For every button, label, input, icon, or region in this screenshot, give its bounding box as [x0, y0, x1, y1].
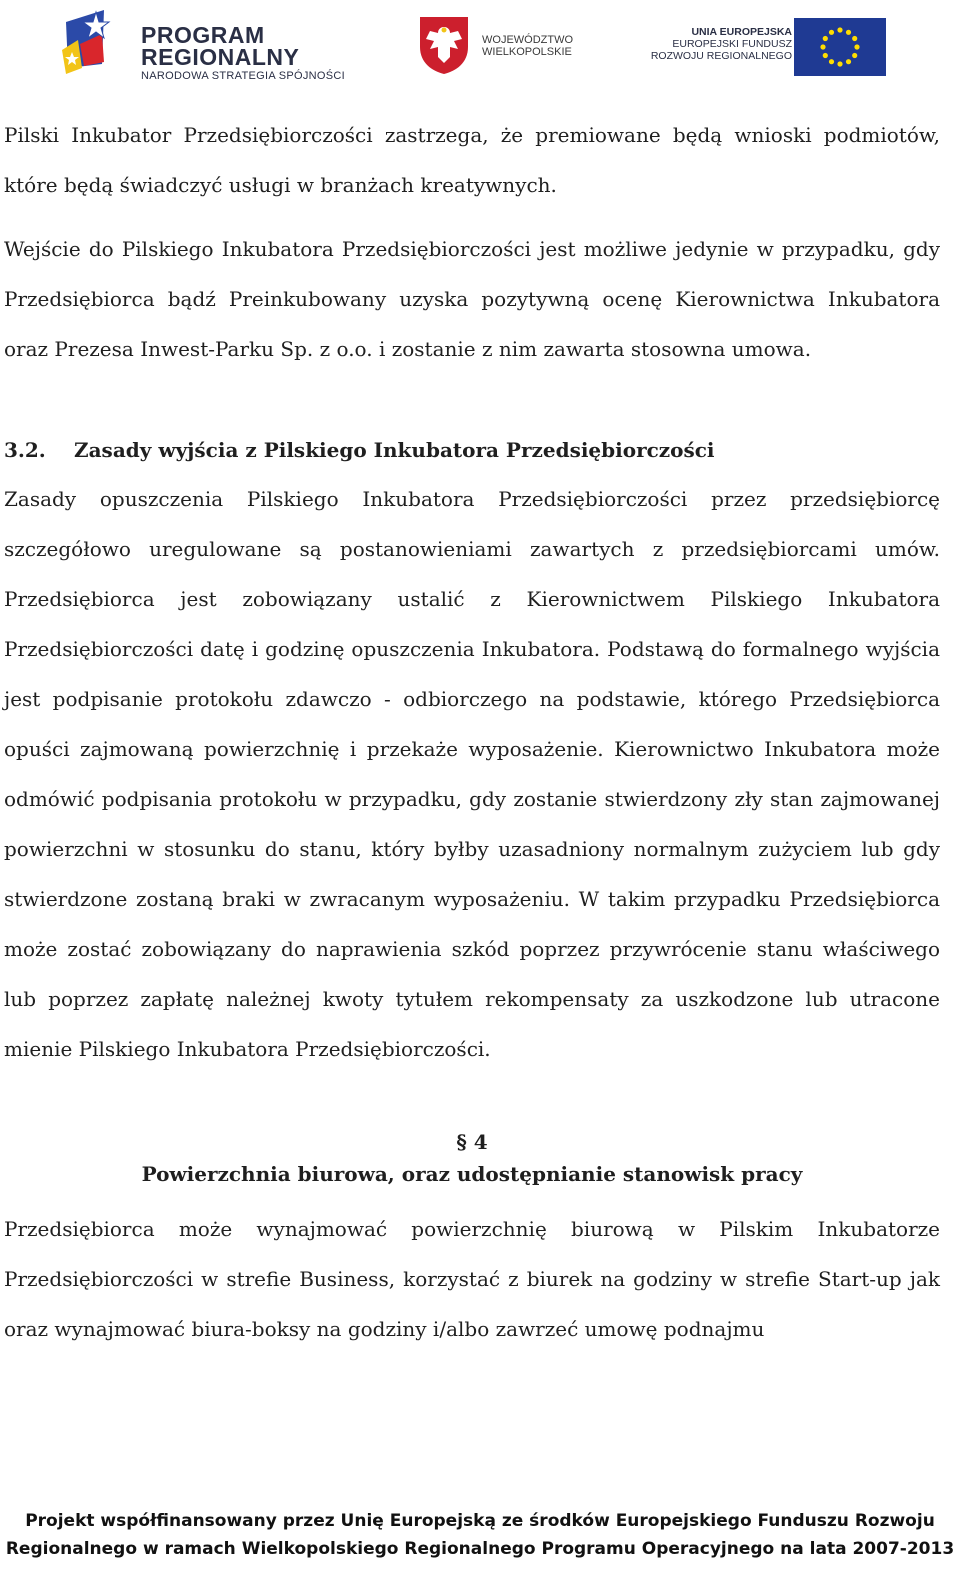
program-regionalny-emblem-icon [58, 4, 138, 84]
program-logo-title-line2: REGIONALNY [141, 44, 300, 70]
program-regionalny-logo [58, 4, 358, 84]
region-logo-line1: WOJEWÓDZTWO [482, 34, 574, 46]
wojewodztwo-wielkopolskie-logo [416, 15, 596, 77]
section-3-2-title: Zasady wyjścia z Pilskiego Inkubatora Przedsiębiorczości [74, 438, 715, 462]
footer-line1: Projekt współfinansowany przez Unię Europejską ze środków Europejskiego Funduszu Rozwoju [25, 1511, 935, 1531]
section-3-2-heading [4, 426, 940, 474]
eu-logo-line2: EUROPEJSKI FUNDUSZ [672, 38, 792, 50]
footer-line2: Regionalnego w ramach Wielkopolskiego Regionalnego Programu Operacyjnego na lata 2007-2013 [5, 1539, 955, 1559]
page-footer [0, 1507, 960, 1563]
section-4-number: § 4 [456, 1130, 488, 1154]
eu-logo-text [651, 26, 792, 62]
eu-logo-line1: UNIA EUROPEJSKA [691, 26, 792, 38]
program-logo-subtitle: NARODOWA STRATEGIA SPÓJNOŚCI [141, 70, 345, 82]
region-logo-line2: WIELKOPOLSKIE [482, 46, 572, 58]
paragraph-premium-applications: Pilski Inkubator Przedsiębiorczości zastrzega, że premiowane będą wnioski podmiotów, które będą świadczyć usługi w branżach kreatywnych. [4, 123, 940, 197]
program-logo-title [141, 24, 299, 68]
region-logo-text [482, 34, 573, 58]
eu-logo-line3: ROZWOJU REGIONALNEGO [650, 50, 792, 62]
paragraph-office-space: Przedsiębiorca może wynajmować powierzchnię biurową w Pilskim Inkubatorze Przedsiębiorczości w strefie Business, korzystać z biurek na godziny w strefie Start-up jak oraz wynajmować biura-boksy na godziny i/albo zawrzeć umowę podnajmu [4, 1217, 940, 1341]
program-logo-title-line1: PROGRAM [141, 22, 265, 48]
eagle-shield-icon [416, 15, 472, 75]
eu-flag-icon [794, 18, 886, 76]
page-header [0, 0, 960, 90]
section-4-heading [4, 1126, 940, 1190]
document-body [4, 110, 940, 1354]
section-4-title: Powierzchnia biurowa, oraz udostępnianie stanowisk pracy [141, 1162, 803, 1186]
paragraph-entry-conditions: Wejście do Pilskiego Inkubatora Przedsiębiorczości jest możliwe jedynie w przypadku, gdy Przedsiębiorca bądź Preinkubowany uzyska pozytywną ocenę Kierownictwa Inkubatora oraz Prezesa Inwest-Parku Sp. z o.o. i zostanie z nim zawarta stosowna umowa. [4, 237, 940, 361]
paragraph-exit-rules: Zasady opuszczenia Pilskiego Inkubatora Przedsiębiorczości przez przedsiębiorcę szczegółowo uregulowane są postanowieniami zawartych z przedsiębiorcami umów. Przedsiębiorca jest zobowiązany ustalić z Kierownictwem Pilskiego Inkubatora Przedsiębiorczości datę i godzinę opuszczenia Inkubatora. Podstawą do formalnego wyjścia jest podpisanie protokołu zdawczo - odbiorczego na podstawie, którego Przedsiębiorca opuści zajmowaną powierzchnię i przekaże wyposażenie. Kierownictwo Inkubatora może odmówić podpisania protokołu w przypadku, gdy zostanie stwierdzony zły stan zajmowanej powierzchni w stosunku do stanu, który byłby uzasadniony normalnym zużyciem lub gdy stwierdzone zostaną braki w zwracanym wyposażeniu. W takim przypadku Przedsiębiorca może zostać zobowiązany do naprawienia szkód poprzez przywrócenie stanu właściwego lub poprzez zapłatę należnej kwoty tytułem rekompensaty za uszkodzone lub utracone mienie Pilskiego Inkubatora Przedsiębiorczości. [4, 487, 940, 1061]
eu-fund-logo [628, 16, 898, 76]
section-3-2-number: 3.2. [4, 438, 46, 462]
